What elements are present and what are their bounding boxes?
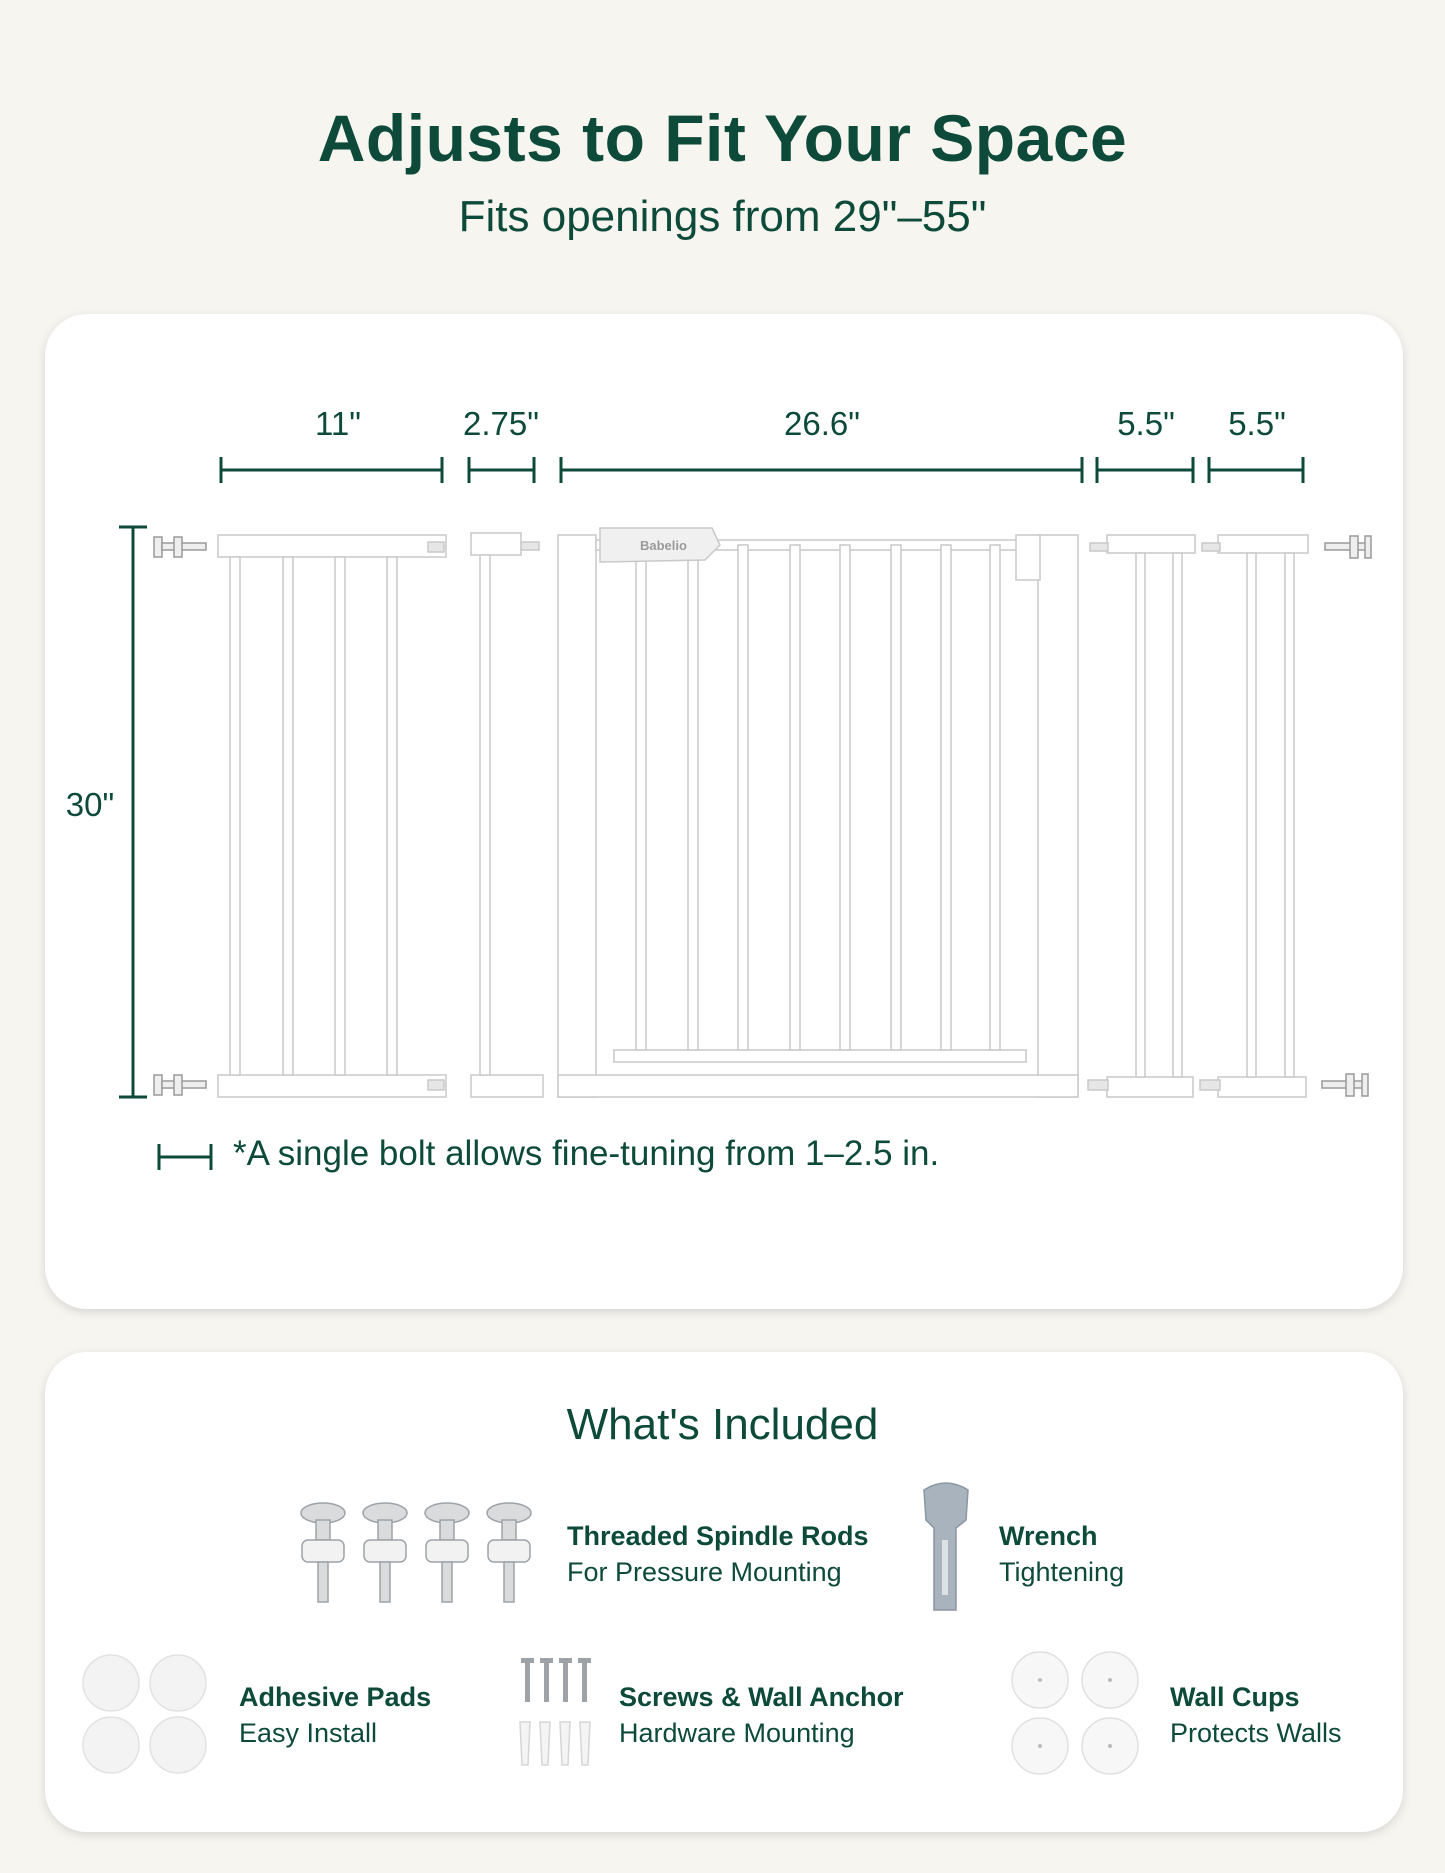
extension-2-75-panel <box>471 533 543 1097</box>
extension-5-5-a-panel <box>1088 535 1195 1097</box>
dim-label-11: 11" <box>315 405 361 442</box>
dimension-lines <box>119 457 1303 1170</box>
item-name-wall-cups: Wall Cups <box>1170 1682 1300 1712</box>
fine-tuning-note: *A single bolt allows fine-tuning from 1–2.5 in. <box>233 1134 940 1173</box>
dim-label-2-75: 2.75" <box>463 405 539 442</box>
brand-mark: Babelio <box>640 538 687 553</box>
adhesive-pads-icon <box>83 1655 206 1773</box>
extension-5-5-b-panel <box>1200 535 1308 1097</box>
item-name-wrench: Wrench <box>999 1521 1098 1551</box>
item-desc-wrench: Tightening <box>999 1557 1125 1587</box>
item-desc-spindle-rods: For Pressure Mounting <box>567 1557 842 1587</box>
page-title: Adjusts to Fit Your Space <box>317 101 1128 175</box>
spindle-rods-icon <box>301 1503 531 1602</box>
item-name-screws: Screws & Wall Anchor <box>619 1682 904 1712</box>
dim-label-5-5-a: 5.5" <box>1117 405 1175 442</box>
dim-label-5-5-b: 5.5" <box>1228 405 1286 442</box>
item-desc-screws: Hardware Mounting <box>619 1718 855 1748</box>
item-name-spindle-rods: Threaded Spindle Rods <box>567 1521 869 1551</box>
wrench-icon <box>924 1483 968 1610</box>
wall-cups-icon <box>1012 1652 1138 1774</box>
item-desc-wall-cups: Protects Walls <box>1170 1718 1342 1748</box>
screws-icon <box>520 1658 591 1765</box>
item-desc-adhesive-pads: Easy Install <box>239 1718 378 1748</box>
dim-label-height: 30" <box>65 786 115 823</box>
page-subtitle: Fits openings from 29"–55" <box>458 192 987 241</box>
extension-11-panel <box>218 535 446 1097</box>
included-title: What's Included <box>566 1400 879 1449</box>
main-gate <box>558 528 1078 1097</box>
dim-label-26-6: 26.6" <box>784 405 860 442</box>
item-name-adhesive-pads: Adhesive Pads <box>239 1682 432 1712</box>
